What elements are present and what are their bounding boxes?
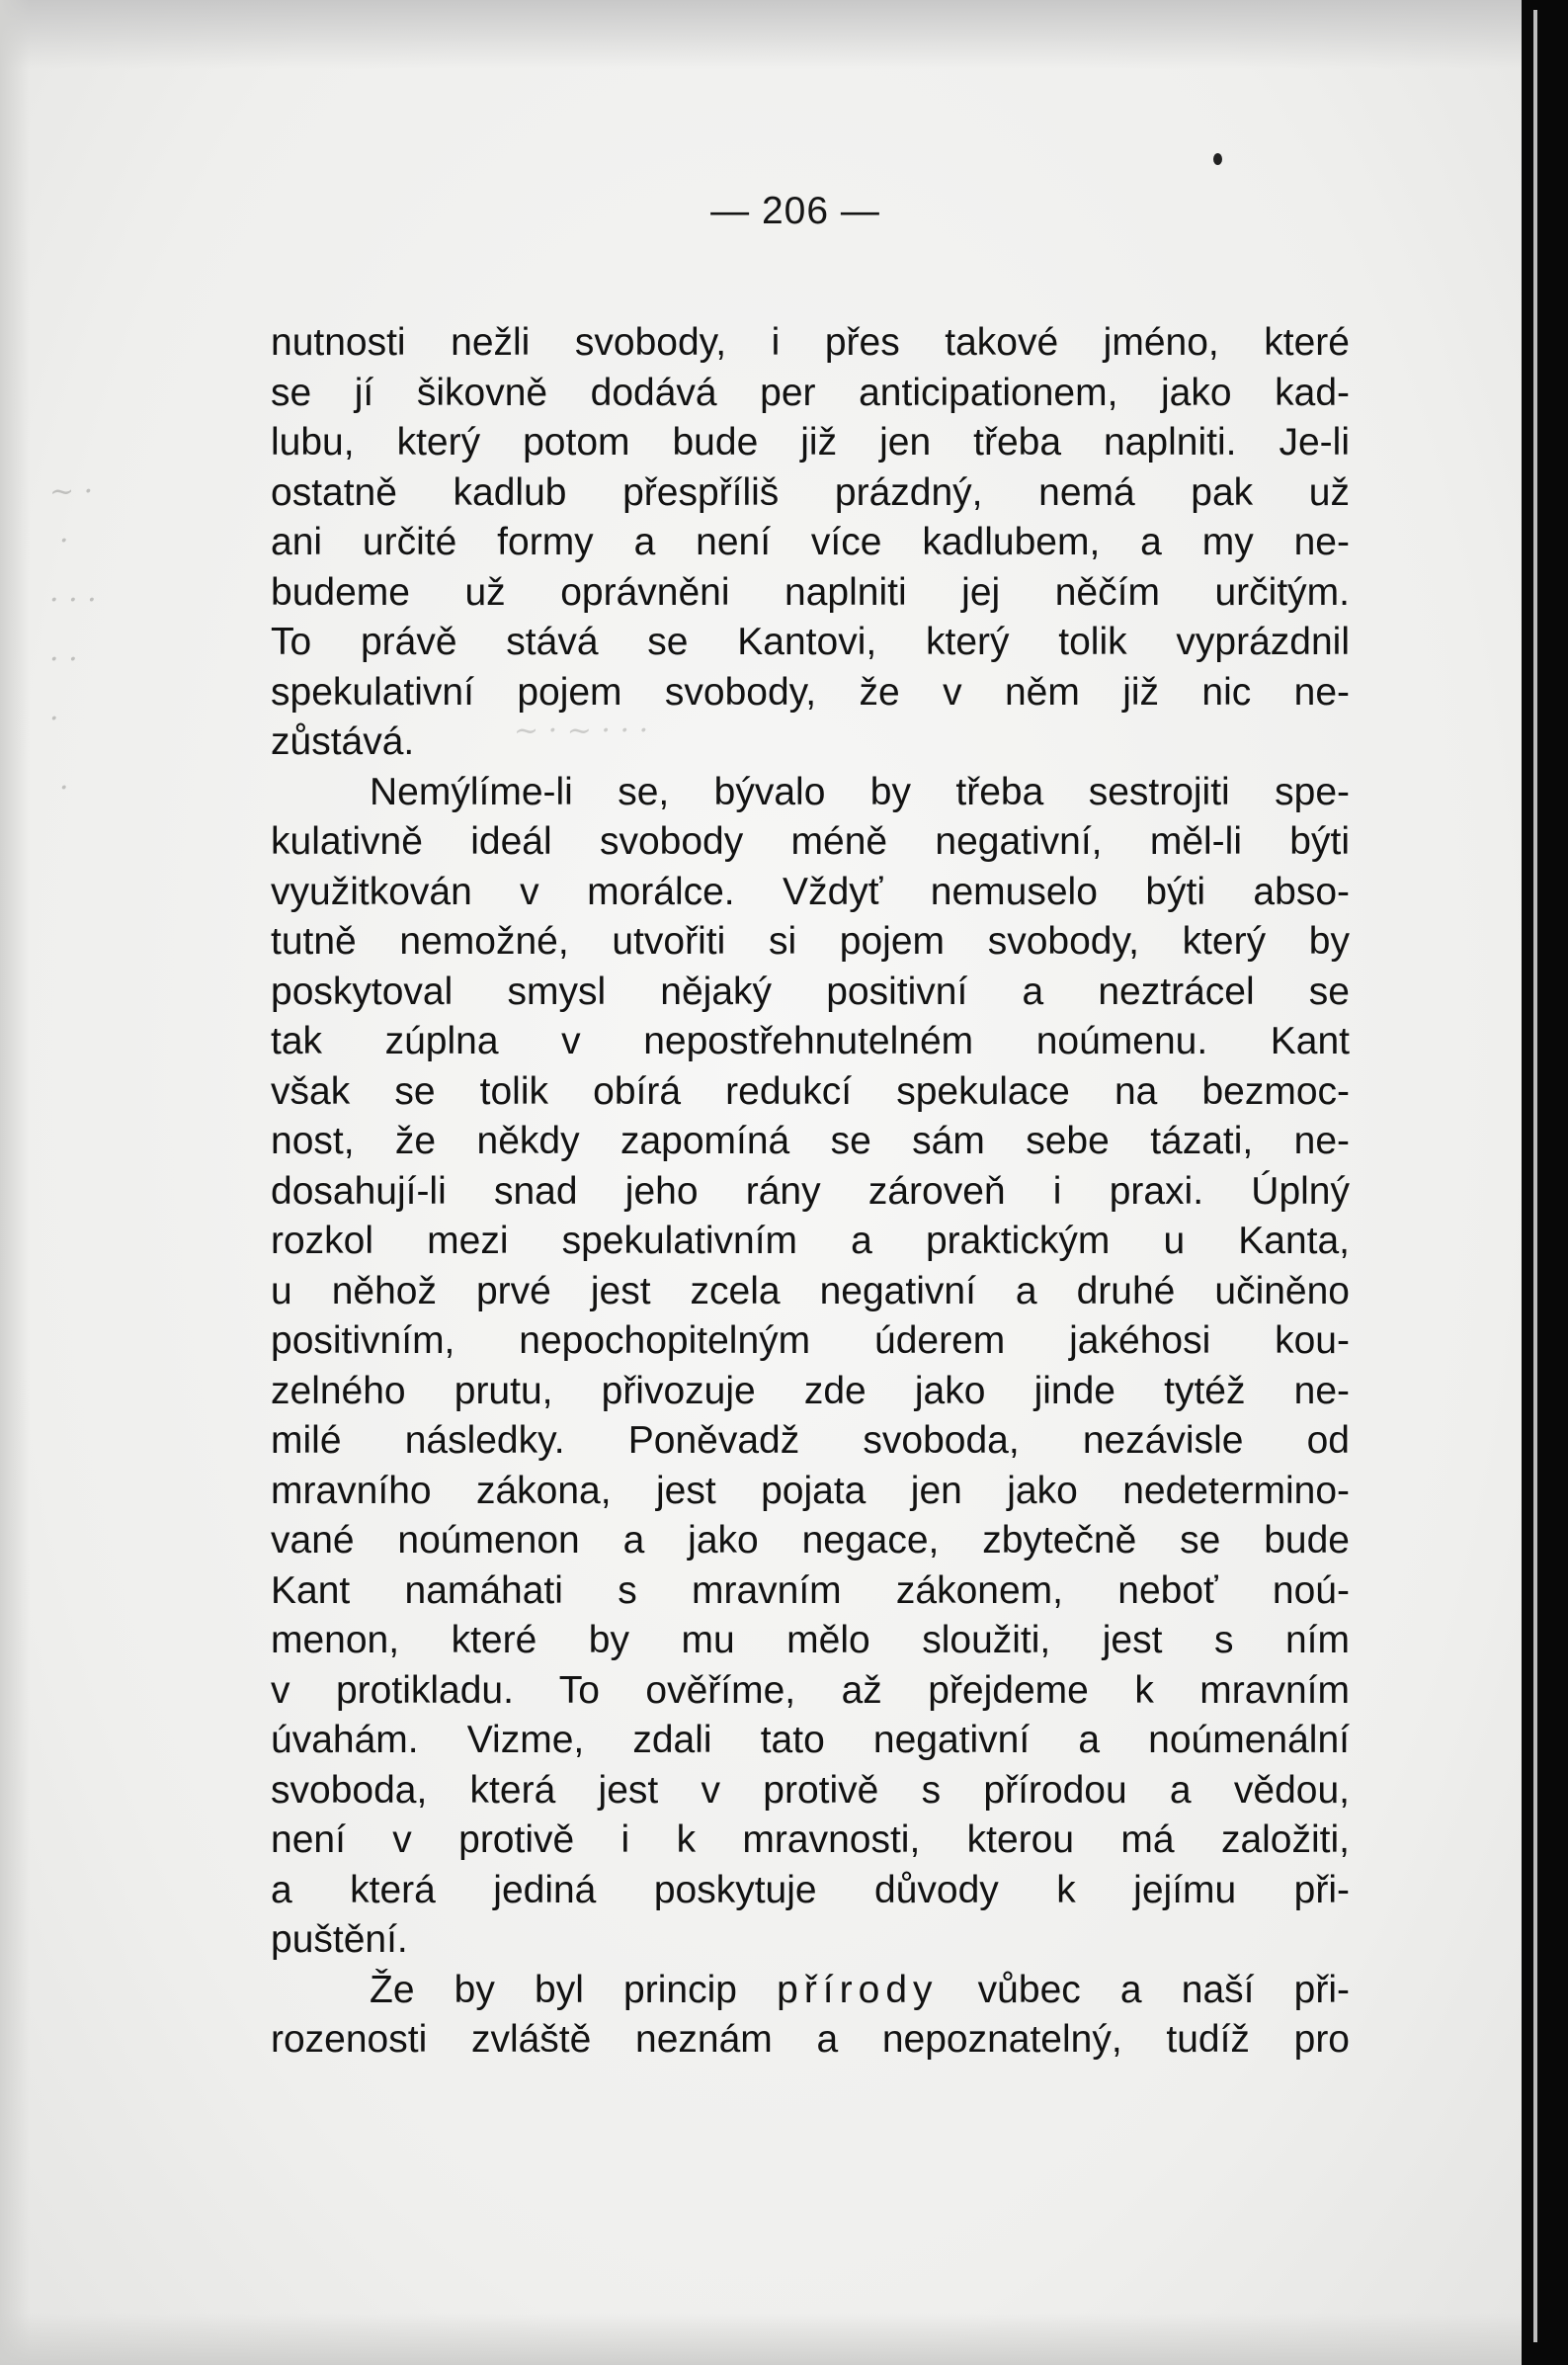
ink-speck (1213, 153, 1222, 165)
text-line: spekulativní pojem svobody, že v něm již nic ne- (271, 670, 1350, 714)
text-fragment: vůbec a naší při- (938, 1968, 1350, 2011)
text-line: lubu, který potom bude již jen třeba naplniti. Je-li (271, 421, 1350, 464)
text-line: nost, že někdy zapomíná se sám sebe tázati, ne- (271, 1120, 1350, 1162)
text-line: dosahují-li snad jeho rány zároveň i praxi. Úplný (271, 1169, 1350, 1213)
text-line: v protikladu. To ověříme, až přejdeme k mravním (271, 1668, 1350, 1712)
text-line: zelného prutu, přivozuje zde jako jinde tytéž ne- (271, 1369, 1350, 1412)
page-number: — 206 — (710, 190, 880, 232)
text-line: budeme už oprávněni naplniti jej něčím určitým. (271, 570, 1350, 614)
text-line: se jí šikovně dodává per anticipationem, jako kad- (271, 371, 1350, 414)
scan-top-shadow (0, 0, 1522, 69)
text-line: nutnosti nežli svobody, i přes takové jméno, které (271, 321, 1350, 364)
text-line: mravního zákona, jest pojata jen jako nedetermino- (271, 1469, 1350, 1512)
text-line: positivním, nepochopitelným úderem jakéhosi kou- (271, 1319, 1350, 1362)
text-line: Kant namáhati s mravním zákonem, neboť noú- (271, 1568, 1350, 1612)
scan-bottom-shadow (0, 2313, 1522, 2365)
text-line: menon, které by mu mělo sloužiti, jest s ním (271, 1619, 1350, 1661)
scan-left-shadow (0, 0, 30, 2365)
paragraph-first-line (271, 1966, 1350, 2016)
text-line: úvahám. Vizme, zdali tato negativní a noúmenální (271, 1719, 1350, 1761)
pencil-scribble: ~ · ~ · · · (514, 714, 649, 748)
text-line: milé následky. Poněvadž svoboda, nezávisle od (271, 1419, 1350, 1462)
text-line: puštění. (271, 1918, 408, 1961)
pencil-marginalia: ~ · · · · · · · · · (49, 474, 97, 805)
text-line: rozkol mezi spekulativním a praktickým u Kanta, (271, 1220, 1350, 1262)
text-line: ani určité formy a není více kadlubem, a my ne- (271, 521, 1350, 563)
emphasized-word: přírody (777, 1968, 939, 2011)
text-line: a která jediná poskytuje důvody k jejímu při- (271, 1868, 1350, 1911)
text-line: rozenosti zvláště neznám a nepoznatelný, tudíž pro (271, 2018, 1350, 2061)
text-line: zůstává. (271, 720, 415, 763)
text-line: poskytoval smysl nějaký positivní a neztrácel se (271, 970, 1350, 1013)
text-line: tutně nemožné, utvořiti si pojem svobody, který by (271, 920, 1350, 963)
text-line: vané noúmenon a jako negace, zbytečně se bude (271, 1519, 1350, 1562)
text-line: využitkován v morálce. Vždyť nemuselo býti abso- (271, 870, 1350, 913)
paragraph-first-line: Nemýlíme-li se, bývalo by třeba sestrojiti spe- (370, 770, 1350, 813)
text-line: ostatně kadlub přespříliš prázdný, nemá pak už (271, 470, 1350, 514)
text-line: není v protivě i k mravnosti, kterou má založiti, (271, 1818, 1350, 1861)
text-line: kulativně ideál svobody méně negativní, měl-li býti (271, 820, 1350, 863)
text-line: tak zúplna v nepostřehnutelném noúmenu. Kant (271, 1020, 1350, 1062)
page-body (271, 318, 1350, 2066)
text-line: svoboda, která jest v protivě s přírodou a vědou, (271, 1768, 1350, 1812)
text-fragment: Že by byl princip (370, 1968, 778, 2011)
text-line: To právě stává se Kantovi, který tolik vyprázdnil (271, 621, 1350, 663)
text-line: u něhož prvé jest zcela negativní a druhé učiněno (271, 1269, 1350, 1312)
page-edge-line (1533, 10, 1537, 2342)
scan-border (1522, 0, 1568, 2365)
text-line: však se tolik obírá redukcí spekulace na bezmoc- (271, 1069, 1350, 1113)
